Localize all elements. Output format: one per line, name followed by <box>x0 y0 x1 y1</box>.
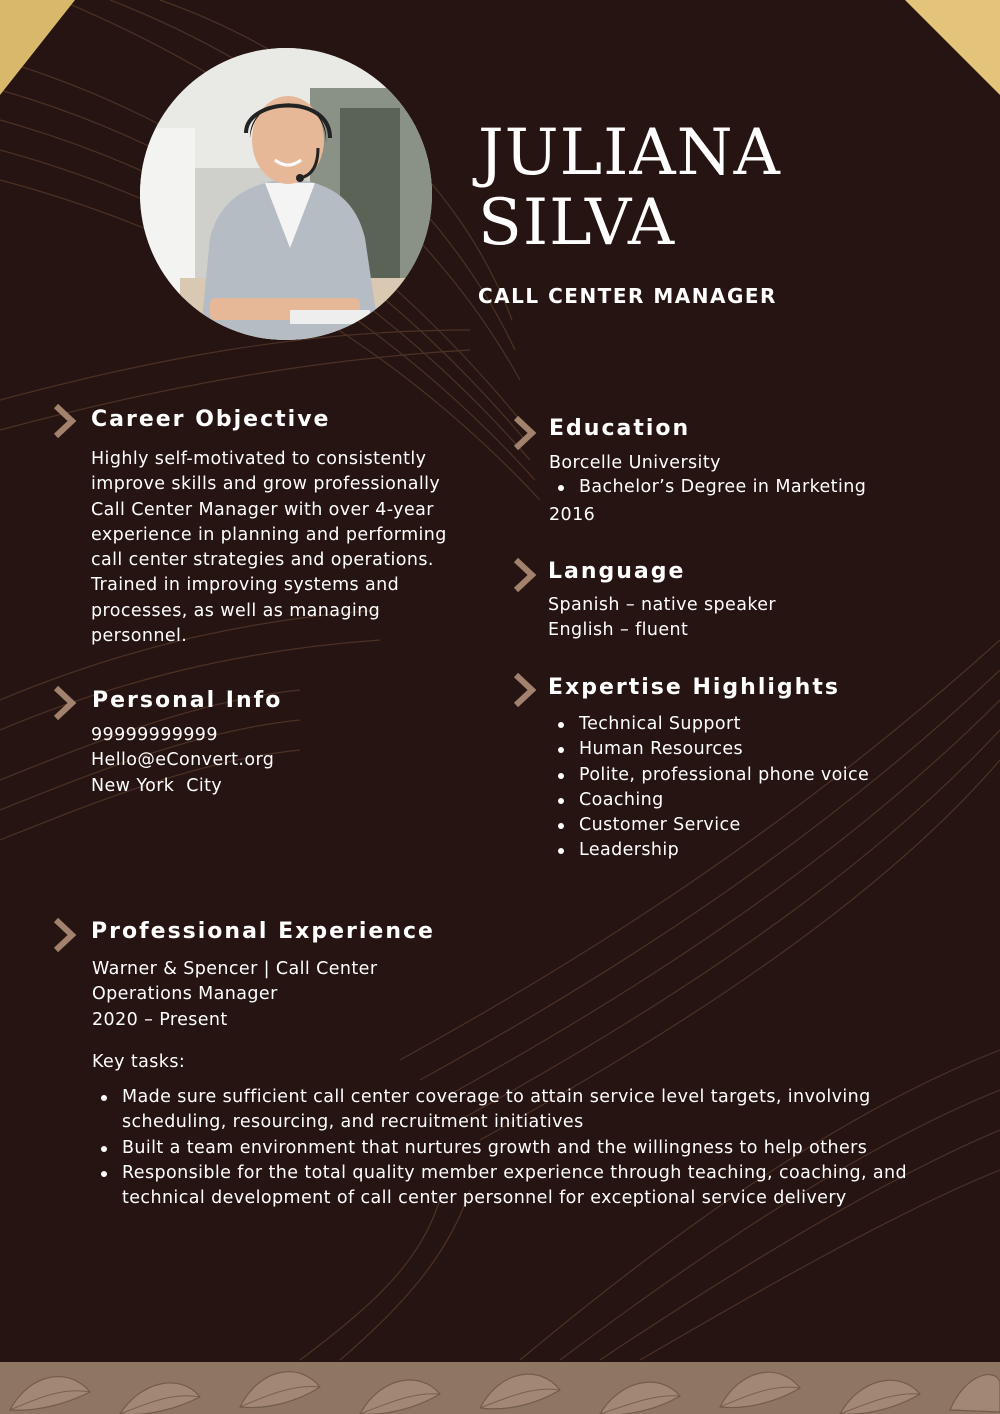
expertise-item: Technical Support <box>549 712 869 737</box>
expertise-item: Human Resources <box>549 737 869 762</box>
location: New York City <box>91 775 223 796</box>
language-list <box>548 593 776 644</box>
education-degree-list <box>549 475 866 500</box>
experience-heading: Professional Experience <box>91 919 435 944</box>
language-item: English – fluent <box>548 620 689 641</box>
gold-corner-left <box>0 0 75 95</box>
objective-line: improve skills and grow professionally <box>91 474 441 495</box>
task-item: Built a team environment that nurtures growth and the willingness to help others <box>92 1136 932 1161</box>
chevron-right-icon <box>512 558 542 592</box>
phone-number: 99999999999 <box>91 725 218 745</box>
footer-leaf-pattern <box>0 1362 1000 1414</box>
expertise-item: Leadership <box>549 838 869 863</box>
chevron-right-icon <box>52 686 82 720</box>
job-title: CALL CENTER MANAGER <box>478 284 777 308</box>
name-line-2: SILVA <box>478 186 676 260</box>
key-tasks-list <box>92 1085 932 1211</box>
education-school: Borcelle University <box>549 453 721 473</box>
career-objective-text <box>91 447 447 649</box>
chevron-right-icon <box>52 918 82 952</box>
experience-role <box>92 957 377 1033</box>
task-item: Responsible for the total quality member experience through teaching, coaching, and technical development of call center personnel for exceptional service delivery <box>92 1161 932 1212</box>
profile-photo <box>140 48 432 340</box>
language-heading: Language <box>548 559 686 584</box>
chevron-right-icon <box>512 673 542 707</box>
expertise-item: Coaching <box>549 788 869 813</box>
expertise-list <box>549 712 869 864</box>
language-item: Spanish – native speaker <box>548 595 776 615</box>
candidate-name <box>478 118 781 258</box>
role-line: Operations Manager <box>92 984 278 1005</box>
personal-info-details <box>91 723 274 799</box>
education-heading: Education <box>549 416 691 441</box>
career-objective-heading: Career Objective <box>91 407 331 432</box>
employment-period: 2020 – Present <box>92 1009 228 1030</box>
expertise-heading: Expertise Highlights <box>548 675 840 700</box>
task-item: Made sure sufficient call center coverage to attain service level targets, involving scheduling, resourcing, and recruitment initiatives <box>92 1085 932 1136</box>
education-year: 2016 <box>549 505 596 525</box>
chevron-right-icon <box>512 416 542 450</box>
chevron-right-icon <box>52 404 82 438</box>
education-degree: Bachelor’s Degree in Marketing <box>549 475 866 500</box>
expertise-item: Polite, professional phone voice <box>549 763 869 788</box>
objective-line: Trained in improving systems and <box>91 575 400 596</box>
objective-line: Highly self-motivated to consistently <box>91 449 427 469</box>
email-address: Hello@eConvert.org <box>91 750 275 771</box>
objective-line: processes, as well as managing <box>91 600 381 621</box>
objective-line: experience in planning and performing <box>91 524 447 545</box>
objective-line: call center strategies and operations. <box>91 550 434 571</box>
company-line: Warner & Spencer | Call Center <box>92 959 378 979</box>
objective-line: Call Center Manager with over 4-year <box>91 499 434 520</box>
key-tasks-label: Key tasks: <box>92 1052 186 1072</box>
gold-corner-right <box>905 0 1000 95</box>
objective-line: personnel. <box>91 626 188 647</box>
personal-info-heading: Personal Info <box>92 688 283 713</box>
expertise-item: Customer Service <box>549 813 869 838</box>
name-line-1: JULIANA <box>478 116 781 190</box>
